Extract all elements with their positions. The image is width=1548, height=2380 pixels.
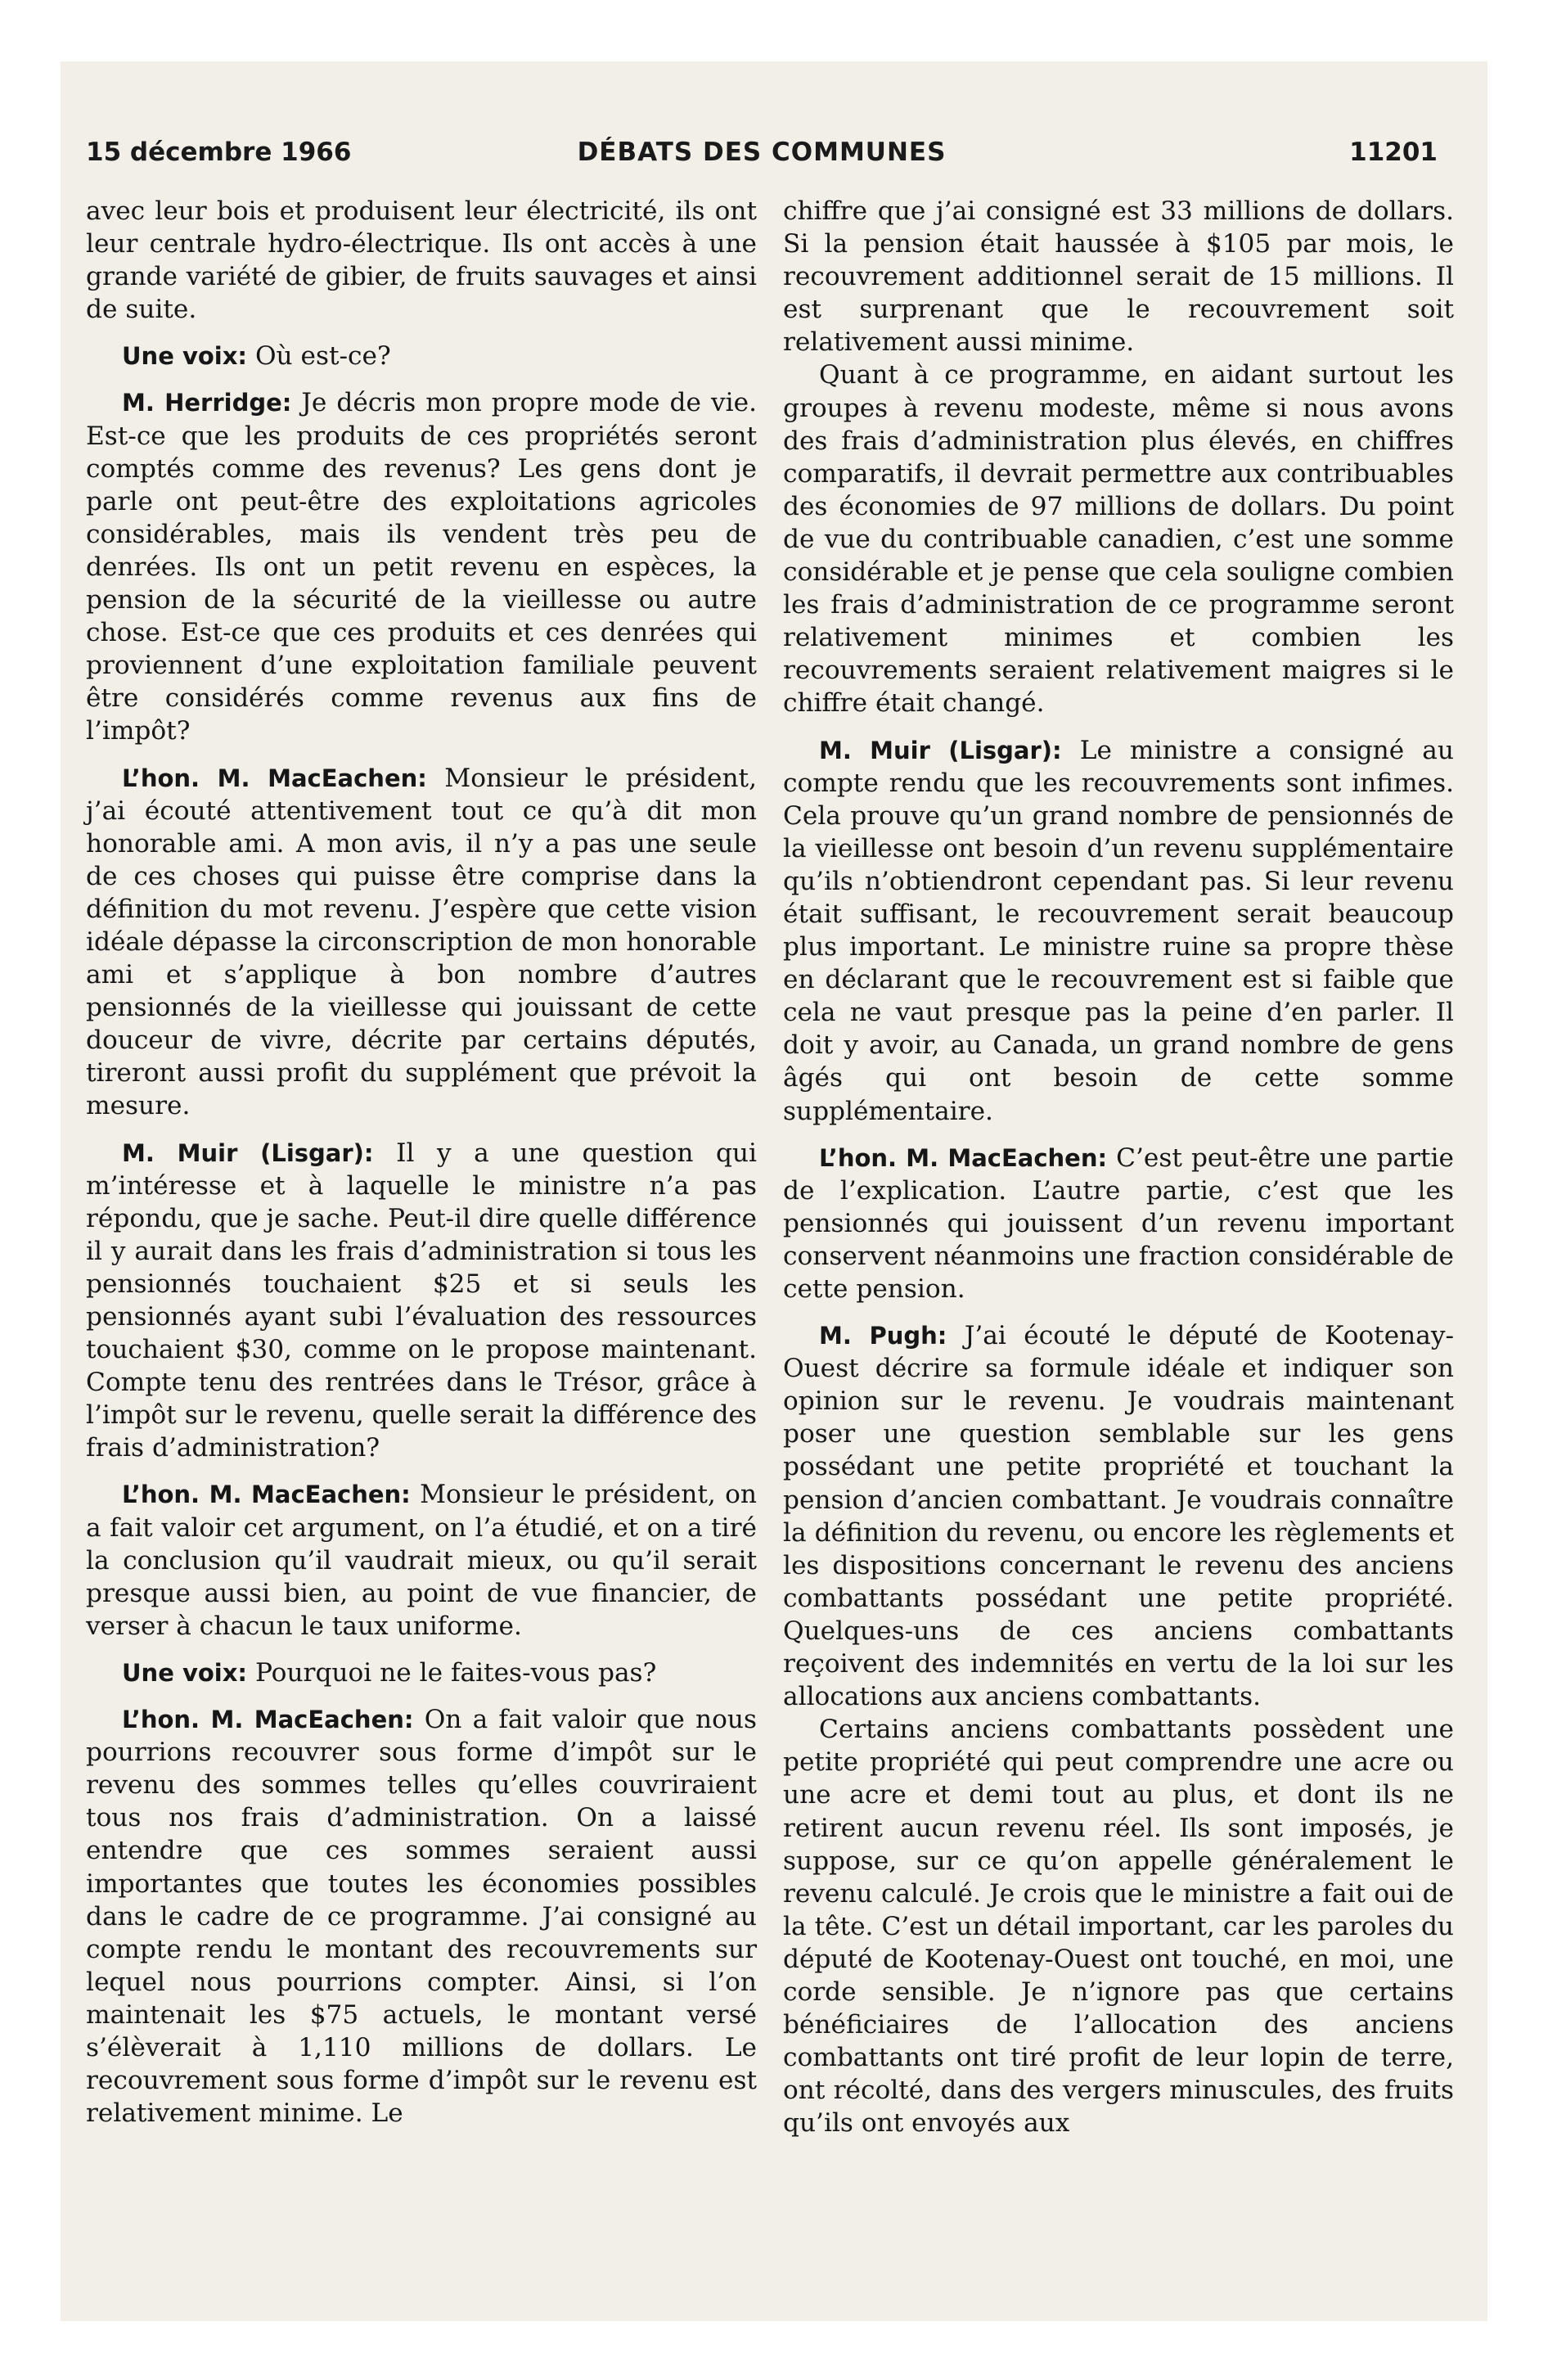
paragraph bbox=[783, 195, 1454, 358]
paragraph bbox=[86, 195, 757, 326]
paragraph-text: Certains anciens combattants possèdent une petite propriété qui peut comprendre une acre ou une acre et demi tout au plus, et dont ils ne retirent aucun revenu réel. Ils sont imposés, je suppose, sur ce qu’on appelle généralement le revenu calculé. Je crois que le ministre a fait oui de la tête. C’est un détail important, car les paroles du député de Kootenay-Ouest ont touché, en moi, une corde sensible. Je n’ignore pas que certains bénéficiaires de l’allocation des anciens combattants ont tiré profit de leur lopin de terre, ont récolté, dans des vergers minuscules, des fruits qu’ils ont envoyés aux bbox=[783, 1715, 1454, 2139]
paragraph bbox=[783, 1142, 1454, 1305]
speaker-name: L’hon. M. MacEachen: bbox=[819, 1143, 1108, 1172]
page-header bbox=[86, 137, 1438, 178]
paragraph-text: J’ai écouté le député de Kootenay-Ouest décrire sa formule idéale et indiquer son opinion sur le revenu. Je voudrais maintenant poser une question semblable sur les gens possédant une petite propriété et touchant la pension d’ancien combattant. Je voudrais connaître la définition du revenu, ou encore les règlements et les dispositions concernant le revenu des anciens combattants possédant une petite propriété. Quelques-uns de ces anciens combattants reçoivent des indemnités en vertu de la loi sur les allocations aux anciens combattants. bbox=[783, 1321, 1454, 1712]
paragraph-text: avec leur bois et produisent leur électricité, ils ont leur centrale hydro-électrique. Ils ont accès à une grande variété de gibier, de fruits sauvages et ainsi de suite. bbox=[86, 196, 757, 325]
paragraph bbox=[86, 1478, 757, 1642]
paragraph-text: Pourquoi ne le faites-vous pas? bbox=[254, 1657, 657, 1688]
paragraph bbox=[86, 762, 757, 1123]
paragraph-text: Monsieur le président, j’ai écouté attentivement tout ce qu’à dit mon honorable ami. A mon avis, il n’y a pas une seule de ces choses qui puisse être comprise dans la définition du mot revenu. J’espère que cette vision idéale dépasse la circonscription de mon honorable ami et s’applique à bon nombre d’autres pensionnés de la vieillesse qui jouissant de cette douceur de vivre, décrite par certains députés, tireront aussi profit du supplément que prévoit la mesure. bbox=[86, 763, 757, 1121]
paragraph bbox=[86, 1657, 757, 1689]
paragraph-text: Le ministre a consigné au compte rendu que les recouvrements sont infimes. Cela prouve qu’un grand nombre de pensionnés de la vieillesse ont besoin d’un revenu supplémentaire qu’ils n’obtiendront cependant pas. Si leur revenu était suffisant, le recouvrement serait beaucoup plus important. Le ministre ruine sa propre thèse en déclarant que le recouvrement est si faible que cela ne vaut presque pas la peine d’en parler. Il doit y avoir, au Canada, un grand nombre de gens âgés qui ont besoin de cette somme supplémentaire. bbox=[783, 735, 1454, 1126]
speaker-name: M. Pugh: bbox=[819, 1322, 947, 1350]
paragraph bbox=[783, 1319, 1454, 1713]
paragraph-text: C’est peut-être une partie de l’explication. L’autre partie, c’est que les pensionnés qui jouissent d’un revenu important conservent néanmoins une fraction considérable de cette pension. bbox=[783, 1143, 1454, 1304]
paragraph-text: Je décris mon propre mode de vie. Est-ce que les produits de ces propriétés seront comptés comme des revenus? Les gens dont je parle ont peut-être des exploitations agricoles considérables, mais ils vendent très peu de denrées. Ils ont un petit revenu en espèces, la pension de la sécurité de la vieillesse ou autre chose. Est-ce que ces produits et ces denrées qui proviennent d’une exploitation familiale peuvent être considérés comme revenus aux fins de l’impôt? bbox=[86, 388, 757, 746]
right-column bbox=[783, 195, 1454, 2139]
header-title: DÉBATS DES COMMUNES bbox=[577, 137, 947, 167]
speaker-name: M. Herridge: bbox=[122, 389, 292, 417]
paragraph-text: chiffre que j’ai consigné est 33 millions de dollars. Si la pension était haussée à $105 par mois, le recouvrement additionnel serait de 15 millions. Il est surprenant que le recouvrement soit relativement aussi minime. bbox=[783, 196, 1454, 358]
paragraph bbox=[86, 1703, 757, 2130]
paragraph bbox=[86, 1137, 757, 1465]
speaker-name: L’hon. M. MacEachen: bbox=[122, 1706, 414, 1734]
speaker-name: L’hon. M. MacEachen: bbox=[122, 1481, 411, 1509]
paragraph bbox=[783, 1713, 1454, 2139]
paragraph bbox=[783, 734, 1454, 1128]
speaker-name: Une voix: bbox=[122, 1658, 248, 1687]
paragraph bbox=[86, 340, 757, 372]
speaker-name: Une voix: bbox=[122, 342, 248, 371]
header-date: 15 décembre 1966 bbox=[86, 137, 352, 167]
paragraph bbox=[783, 358, 1454, 719]
paragraph-text: On a fait valoir que nous pourrions recouvrer sous forme d’impôt sur le revenu des sommes telles qu’elles couvriraient tous nos frais d’administration. On a laissé entendre que ces sommes seraient aussi importantes que toutes les économies possibles dans le cadre de ce programme. J’ai consigné au compte rendu le montant des recouvrements sur lequel nous pourrions compter. Ainsi, si l’on maintenait les $75 actuels, le montant versé s’élèverait à 1,110 millions de dollars. Le recouvrement sous forme d’impôt sur le revenu est relativement minime. Le bbox=[86, 1705, 757, 2129]
left-column bbox=[86, 195, 757, 2130]
paragraph bbox=[86, 386, 757, 747]
paragraph-text: Monsieur le président, on a fait valoir cet argument, on l’a étudié, et on a tiré la conclusion qu’il vaudrait mieux, ou qu’il serait presque aussi bien, au point de vue financier, de verser à chacun le taux uniforme. bbox=[86, 1480, 757, 1641]
paragraph-text: Où est-ce? bbox=[254, 341, 391, 372]
speaker-name: L’hon. M. MacEachen: bbox=[122, 764, 427, 792]
speaker-name: M. Muir (Lisgar): bbox=[819, 736, 1062, 764]
header-page-number: 11201 bbox=[1349, 137, 1438, 167]
paragraph-text: Il y a une question qui m’intéresse et à laquelle le ministre n’a pas répondu, que je sache. Peut-il dire quelle différence il y aurait dans les frais d’administration si tous les pensionnés touchaient $25 et si seuls les pensionnés ayant subi l’évaluation des ressources touchaient $30, comme on le propose maintenant. Compte tenu des rentrées dans le Trésor, grâce à l’impôt sur le revenu, quelle serait la différence des frais d’administration? bbox=[86, 1138, 757, 1463]
speaker-name: M. Muir (Lisgar): bbox=[122, 1138, 374, 1167]
paragraph-text: Quant à ce programme, en aidant surtout les groupes à revenu modeste, même si nous avons des frais d’administration plus élevés, en chiffres comparatifs, il devrait permettre aux contribuables des économies de 97 millions de dollars. Du point de vue du contribuable canadien, c’est une somme considérable et je pense que cela souligne combien les frais d’administration de ce programme seront relativement minimes et combien les recouvrements seraient relativement maigres si le chiffre était changé. bbox=[783, 360, 1454, 719]
